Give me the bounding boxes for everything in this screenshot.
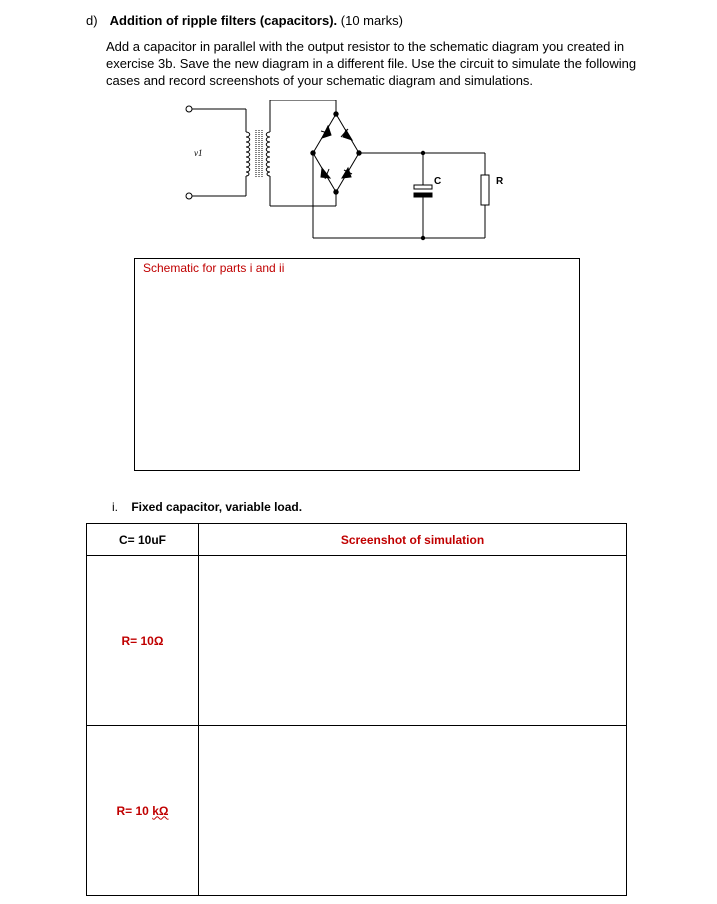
schematic-box-label: Schematic for parts i and ii	[143, 261, 285, 275]
schematic-placeholder-box	[134, 258, 580, 471]
table-row	[87, 556, 627, 726]
capacitor-value: C= 10uF	[118, 532, 166, 547]
input-voltage-label: v1	[194, 148, 203, 158]
instructions-paragraph: Add a capacitor in parallel with the output resistor to the schematic diagram you created in exercise 3b. Save the new diagram in a different file. Use the circuit to simulate the following cases and record screenshots of your schematic diagram and simulations.	[106, 39, 637, 88]
load-label: R= 10 kΩ	[116, 803, 169, 818]
screenshot-cell[interactable]	[199, 726, 627, 896]
diode-bridge-icon	[311, 112, 384, 194]
table-header-row	[87, 524, 627, 556]
table-row	[87, 726, 627, 896]
section-marks: (10 marks)	[340, 13, 403, 28]
resistor-icon	[481, 175, 489, 205]
load-cell	[87, 556, 199, 726]
capacitor-icon	[414, 185, 432, 197]
wiring	[270, 100, 485, 238]
screenshot-cell[interactable]	[199, 556, 627, 726]
screenshot-header-label: Screenshot of simulation	[340, 532, 485, 547]
resistor-label: R	[496, 176, 504, 187]
part-i-number: i.	[112, 500, 118, 514]
simulation-table	[86, 523, 627, 896]
transformer-icon	[246, 130, 270, 178]
section-heading	[86, 12, 403, 30]
rectifier-circuit-diagram	[180, 100, 520, 245]
section-letter: d)	[86, 13, 98, 28]
part-i-title: Fixed capacitor, variable load.	[131, 500, 303, 514]
capacitor-header-cell	[87, 524, 199, 556]
screenshot-header-cell	[199, 524, 627, 556]
capacitor-label: C	[434, 176, 442, 187]
load-cell	[87, 726, 199, 896]
load-label: R= 10Ω	[121, 633, 164, 648]
part-i-heading	[112, 500, 302, 514]
section-title: Addition of ripple filters (capacitors).	[109, 13, 338, 28]
